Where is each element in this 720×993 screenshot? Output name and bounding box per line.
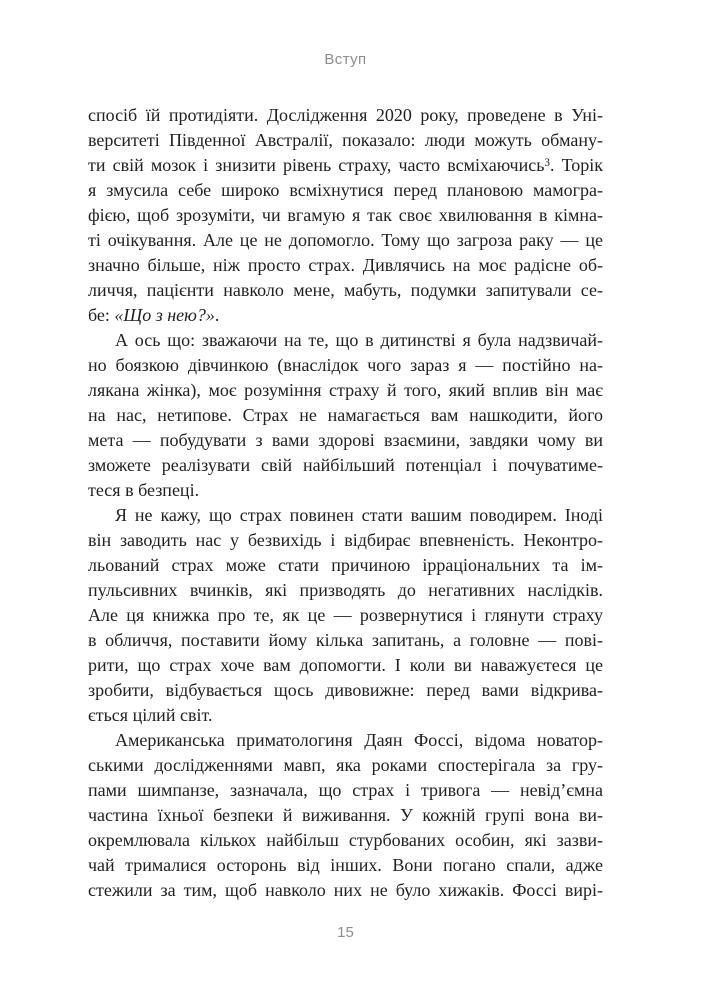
text-line: лякана жінка), моє розуміння страху й того, який вплив він має [88, 380, 603, 400]
text-line: ськими дослідженнями мавп, яка роками спостерігала за гру- [88, 755, 603, 775]
text-line: в обличчя, поставити йому кілька запитань, а головне — пові- [88, 630, 603, 650]
text-line: теся в безпеці. [88, 480, 200, 500]
text-line: ється цілий світ. [88, 705, 213, 725]
paragraph [88, 103, 603, 328]
text-line: А ось що: зважаючи на те, що в дитинстві я була надзвичай- [115, 330, 603, 350]
text-line: значно більше, ніж просто страх. Дивлячись на моє радісне об- [88, 255, 603, 275]
text-line: я змусила себе широко всміхнутися перед плановою мамогра- [88, 180, 603, 200]
text-line: чай трималися осторонь від інших. Вони погано спали, адже [88, 855, 603, 875]
text-line: він заводить нас у безвихідь і відбирає впевненість. Неконтро- [88, 530, 603, 550]
text-line: на нас, нетипове. Страх не намагається вам нашкодити, його [88, 405, 603, 425]
text-line: но боязкою дівчинкою (внаслідок чого зараз я — постійно на- [88, 355, 603, 375]
text-line: Я не кажу, що страх повинен стати вашим поводирем. Іноді [115, 505, 603, 525]
text-line: пами шимпанзе, зазначала, що страх і тривога — невід’ємна [88, 780, 603, 800]
text-line: фією, щоб зрозуміти, чи вгамую я так своє хвилювання в кімна- [88, 205, 603, 225]
text-line: Але ця книжка про те, як це — розвернутися і глянути страху [88, 605, 603, 625]
text-line: ті очікування. Але це не допомогло. Тому що загроза раку — це [88, 230, 603, 250]
text-line: зробити, відбувається щось дивовижне: перед вами відкрива- [88, 680, 603, 700]
text-line: окремлювала кількох найбільш стурбованих особин, які зазви- [88, 830, 603, 850]
page-body [88, 103, 603, 903]
text-line: льований страх може стати причиною ірраціональних та ім- [88, 555, 603, 575]
text-line: зможете реалізувати свій найбільший потенціал і почуватиме- [88, 455, 603, 475]
text-line: рити, що страх хоче вам допомогти. І коли ви наважуєтеся це [88, 655, 603, 675]
text-line: верситеті Південної Австралії, показало: люди можуть обману- [88, 130, 603, 150]
paragraph [88, 328, 603, 503]
text-line: Американська приматологиня Даян Фоссі, відома новатор- [115, 730, 603, 750]
text-line: бе: «Що з нею?». [88, 305, 220, 325]
text-line: спосіб їй протидіяти. Дослідження 2020 року, проведене в Уні- [88, 105, 603, 125]
text-line: частина їхньої безпеки й виживання. У кожній групі вона ви- [88, 805, 603, 825]
paragraph [88, 503, 603, 728]
page-number: 15 [337, 924, 354, 941]
text-line: стежили за тим, щоб навколо них не було хижаків. Фоссі вирі- [88, 880, 603, 900]
footnote-reference: 3 [544, 156, 550, 169]
text-line: личчя, пацієнти навколо мене, мабуть, подумки запитували се- [88, 280, 603, 300]
text-line: пульсивних вчинків, які призводять до негативних наслідків. [88, 580, 603, 600]
text-line: ти свій мозок і знизити рівень страху, часто всміхаючись$^3$. Торік [88, 155, 604, 175]
running-header: Вступ [324, 51, 367, 68]
text-line: мета — побудувати з вами здорові взаємини, завдяки чому ви [88, 430, 603, 450]
paragraph [88, 728, 603, 903]
